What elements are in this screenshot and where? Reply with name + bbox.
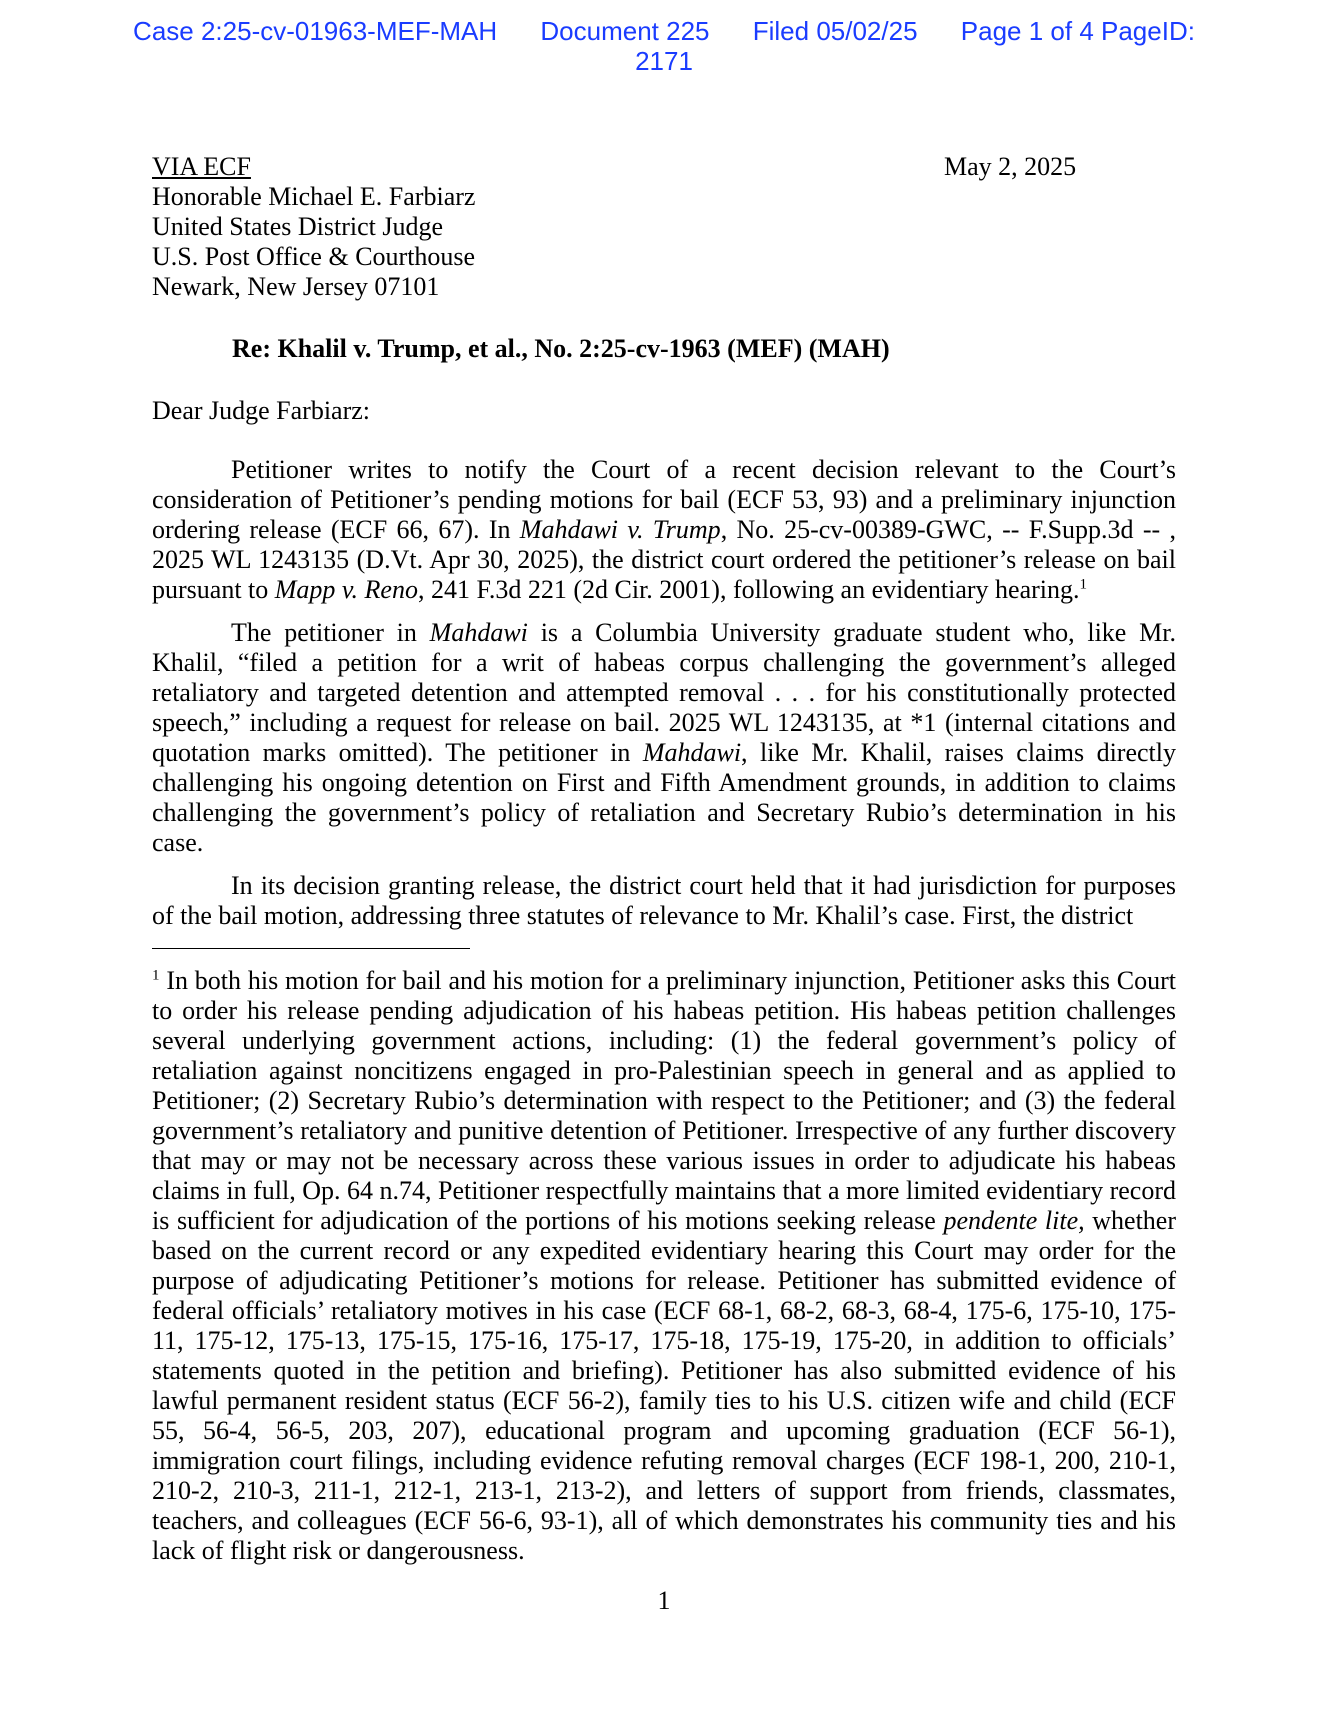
address-line: United States District Judge: [152, 212, 444, 241]
address-line: Newark, New Jersey 07101: [152, 272, 440, 301]
footnote: [152, 966, 1176, 1566]
text-run: is a Columbia University graduate student who, like Mr. Khalil, “filed a petition for a writ of habeas corpus challenging the government’s alleged retaliatory and targeted detention and attempted removal . . . for his constitutionally protected speech,” including a request for release on bail. 2025 WL 1243135, at *1 (internal citations and quotation marks omitted). The petitioner in: [152, 618, 1176, 767]
case-citation: Mahdawi: [429, 618, 528, 647]
page-count: Page 1 of 4 PageID:: [960, 16, 1195, 46]
case-citation: Mahdawi v. Trump: [519, 515, 721, 544]
salutation: Dear Judge Farbiarz:: [152, 396, 371, 425]
page-id: 2171: [635, 46, 693, 76]
text-run: Petitioner writes to notify the Court of a recent decision relevant to the Court’s consideration of Petitioner’s pending motions for bail (ECF 53, 93) and a preliminary injunction ordering release (ECF 66, 67). In: [152, 455, 1176, 544]
paragraph-3: In its decision granting release, the district court held that it had jurisdiction for purposes of the bail motion, addressing three statutes of relevance to Mr. Khalil’s case. First, the district: [152, 871, 1176, 930]
footnote-divider: [152, 948, 470, 949]
address-line: Honorable Michael E. Farbiarz: [152, 182, 476, 211]
text-run: The petitioner in: [231, 618, 430, 647]
text-run: In both his motion for bail and his motion for a preliminary injunction, Petitioner asks this Court to order his release pending adjudication of his habeas petition. His habeas petition challenges several underlying government actions, including: (1) the federal government’s policy of retaliation against noncitizens engaged in pro-Palestinian speech in general and as applied to Petitioner; (2) Secretary Rubio’s determination with respect to the Petitioner; and (3) the federal government’s retaliatory and punitive detention of Petitioner. Irrespective of any further discovery that may or may not be necessary across these various issues in order to adjudicate his habeas claims in full, Op. 64 n.74, Petitioner respectfully maintains that a more limited evidentiary record is sufficient for adjudication of the portions of his motions seeking release: [152, 966, 1176, 1235]
ecf-header: [0, 16, 1328, 76]
latin-term: pendente lite,: [943, 1206, 1085, 1235]
delivery-method: VIA ECF: [152, 152, 251, 181]
case-citation: Mapp v. Reno: [274, 575, 418, 604]
paragraph-1: [152, 455, 1176, 605]
text-run: whether based on the current record or any expedited evidentiary hearing this Court may order for the purpose of adjudicating Petitioner’s motions for release. Petitioner has submitted evidence of federal officials’ retaliatory motives in his case (ECF 68-1, 68-2, 68-3, 68-4, 175-6, 175-10, 175-11, 175-12, 175-13, 175-15, 175-16, 175-17, 175-18, 175-19, 175-20, in addition to officials’ statements quoted in the petition and briefing). Petitioner has also submitted evidence of his lawful permanent resident status (ECF 56-2), family ties to his U.S. citizen wife and child (ECF 55, 56-4, 56-5, 203, 207), educational program and upcoming graduation (ECF 56-1), immigration court filings, including evidence refuting removal charges (ECF 198-1, 200, 210-1, 210-2, 210-3, 211-1, 212-1, 213-1, 213-2), and letters of support from friends, classmates, teachers, and colleagues (ECF 56-6, 93-1), all of which demonstrates his community ties and his lack of flight risk or dangerousness.: [152, 1206, 1176, 1565]
letter-date: May 2, 2025: [944, 152, 1077, 181]
paragraph-2: [152, 618, 1176, 858]
case-citation: Mahdawi: [642, 738, 742, 767]
re-line: Re: Khalil v. Trump, et al., No. 2:25-cv-1963 (MEF) (MAH): [232, 334, 890, 363]
document-number: Document 225: [540, 16, 710, 46]
footnote-text: [152, 966, 1176, 1566]
footnote-marker: 1: [1079, 576, 1088, 593]
letter-body: [152, 455, 1176, 944]
text-run: , No. 25-cv-00389-GWC, -- F.Supp.3d -- , 2025 WL 1243135 (D.Vt. Apr 30, 2025), the district court ordered the petitioner’s release on bail pursuant to: [152, 515, 1176, 604]
address-line: U.S. Post Office & Courthouse: [152, 242, 476, 271]
text-run: , like Mr. Khalil, raises claims directly challenging his ongoing detention on First and Fifth Amendment grounds, in addition to claims challenging the government’s policy of retaliation and Secretary Rubio’s determination in his case.: [152, 738, 1176, 857]
filed-date: Filed 05/02/25: [752, 16, 918, 46]
page-number: 1: [657, 1586, 671, 1615]
footnote-number: 1: [152, 967, 160, 984]
case-number: Case 2:25-cv-01963-MEF-MAH: [133, 16, 498, 46]
text-run: , 241 F.3d 221 (2d Cir. 2001), following an evidentiary hearing.: [417, 575, 1080, 604]
